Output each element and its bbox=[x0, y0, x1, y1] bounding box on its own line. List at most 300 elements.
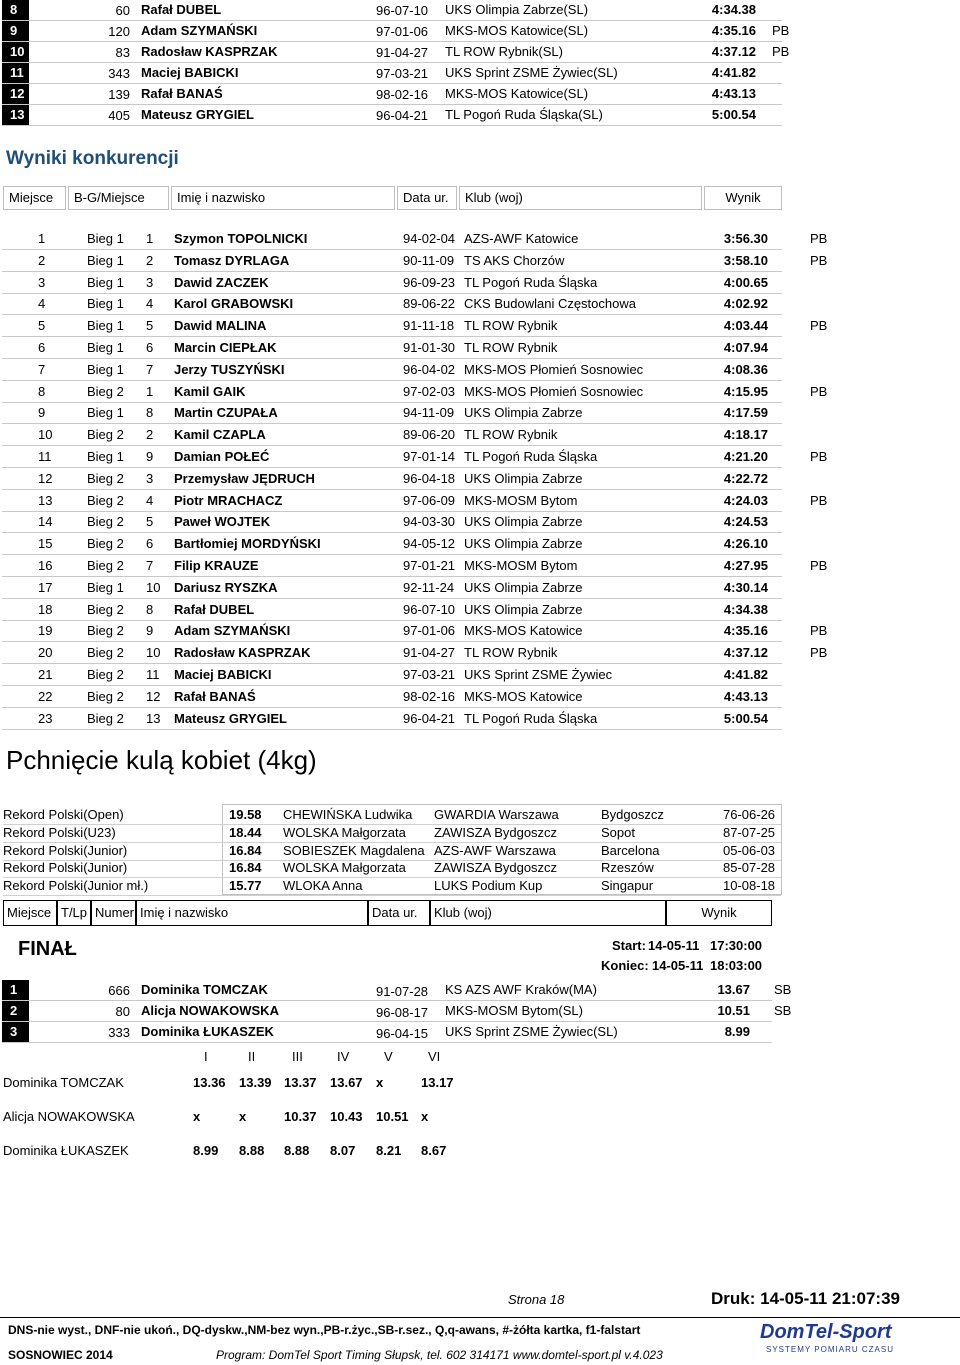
row-heat: Bieg 1 bbox=[87, 449, 124, 464]
row-athlete: Martin CZUPAŁA bbox=[174, 405, 278, 421]
row-club: AZS-AWF Katowice bbox=[464, 231, 579, 246]
row-dob: 97-03-21 bbox=[403, 667, 456, 682]
row-heat: Bieg 1 bbox=[87, 579, 124, 595]
row-note: PB bbox=[810, 383, 828, 399]
header-heat-place: B-G/Miejsce bbox=[68, 186, 169, 210]
row-result: 4:17.59 bbox=[723, 405, 768, 421]
row-dob: 94-11-09 bbox=[403, 405, 455, 421]
row-athlete: Radosław KASPRZAK bbox=[174, 645, 311, 661]
row-club: TL Pogoń Ruda Śląska(SL) bbox=[445, 107, 603, 122]
row-heat: Bieg 2 bbox=[87, 667, 124, 682]
row-dob: 96-07-10 bbox=[376, 3, 429, 18]
record-date: 10-08-18 bbox=[723, 878, 776, 894]
row-result: 4:30.14 bbox=[723, 579, 768, 595]
row-result: 4:37.12 bbox=[711, 44, 756, 59]
row-club: TL ROW Rybnik(SL) bbox=[445, 44, 563, 59]
record-row bbox=[3, 859, 781, 878]
row-club: CKS Budowlani Częstochowa bbox=[464, 296, 636, 312]
row-heat-place: 4 bbox=[146, 492, 154, 508]
row-place: 10 bbox=[2, 42, 29, 62]
row-result: 10.51 bbox=[717, 1003, 750, 1018]
record-club: ZAWISZA Bydgoszcz bbox=[434, 824, 558, 840]
row-place: 5 bbox=[38, 318, 46, 334]
attempt-header: V bbox=[384, 1049, 393, 1064]
row-place: 9 bbox=[38, 405, 46, 421]
row-heat-place: 11 bbox=[146, 667, 160, 682]
row-heat: Bieg 2 bbox=[87, 514, 124, 530]
row-club: TS AKS Chorzów bbox=[464, 252, 565, 268]
row-place: 2 bbox=[2, 1001, 29, 1021]
row-dob: 96-04-02 bbox=[403, 361, 456, 377]
row-number: 60 bbox=[115, 3, 130, 18]
table-row bbox=[2, 424, 782, 446]
record-place: Barcelona bbox=[601, 842, 660, 858]
row-dob: 97-02-03 bbox=[403, 383, 456, 399]
row-athlete: Piotr MRACHACZ bbox=[174, 492, 283, 508]
header2-dob: Data ur. bbox=[368, 900, 430, 926]
row-athlete: Filip KRAUZE bbox=[174, 558, 259, 573]
row-club: TL Pogoń Ruda Śląska bbox=[464, 274, 598, 290]
row-club: TL ROW Rybnik bbox=[464, 340, 558, 355]
row-heat-place: 3 bbox=[146, 470, 154, 486]
attempt-value: 13.37 bbox=[284, 1075, 317, 1090]
row-heat-place: 6 bbox=[146, 340, 154, 355]
table-row bbox=[2, 84, 782, 105]
row-note: PB bbox=[772, 44, 790, 59]
row-place: 17 bbox=[38, 579, 53, 595]
record-mark: 16.84 bbox=[229, 860, 262, 876]
row-result: 13.67 bbox=[717, 982, 750, 997]
row-number: 139 bbox=[108, 87, 130, 102]
table-row bbox=[2, 446, 828, 468]
table-row bbox=[2, 381, 828, 403]
row-dob: 91-01-30 bbox=[403, 340, 456, 355]
row-dob: 89-06-22 bbox=[403, 296, 456, 312]
table-row bbox=[2, 490, 828, 512]
row-athlete: Adam SZYMAŃSKI bbox=[174, 623, 291, 639]
row-result: 4:18.17 bbox=[723, 427, 768, 443]
row-number: 405 bbox=[108, 108, 130, 123]
row-place: 19 bbox=[38, 623, 53, 639]
row-club: UKS Olimpia Zabrze bbox=[464, 514, 583, 530]
row-place: 1 bbox=[38, 231, 46, 246]
row-place: 21 bbox=[38, 667, 53, 682]
table-row bbox=[2, 42, 790, 63]
table-row bbox=[2, 664, 782, 686]
attempt-value: 13.67 bbox=[330, 1075, 363, 1090]
attempt-athlete: Dominika TOMCZAK bbox=[3, 1075, 124, 1090]
attempt-value: 13.17 bbox=[421, 1075, 454, 1090]
table-row bbox=[2, 402, 782, 424]
row-place: 2 bbox=[38, 252, 46, 268]
record-date: 87-07-25 bbox=[723, 824, 776, 840]
row-dob: 97-01-06 bbox=[376, 24, 429, 39]
table-row bbox=[2, 1022, 772, 1043]
table-row bbox=[2, 228, 828, 250]
row-dob: 98-02-16 bbox=[403, 688, 456, 704]
table-row bbox=[2, 1001, 792, 1022]
row-place: 13 bbox=[38, 492, 53, 508]
record-club: ZAWISZA Bydgoszcz bbox=[434, 860, 558, 876]
row-club: UKS Sprint ZSME Żywiec bbox=[464, 667, 613, 682]
record-date: 76-06-26 bbox=[723, 807, 776, 822]
row-result: 4:35.16 bbox=[723, 623, 768, 639]
row-club: MKS-MOS Katowice bbox=[464, 688, 583, 704]
row-place: 8 bbox=[2, 0, 29, 20]
row-athlete: Tomasz DYRLAGA bbox=[174, 252, 290, 268]
end-date: 14-05-11 bbox=[652, 958, 704, 973]
row-result: 4:37.12 bbox=[723, 645, 768, 661]
row-result: 4:26.10 bbox=[723, 536, 768, 552]
table-row bbox=[2, 293, 782, 315]
row-result: 5:00.54 bbox=[723, 710, 768, 726]
record-mark: 18.44 bbox=[229, 824, 262, 840]
attempt-value: x bbox=[239, 1109, 247, 1124]
start-date: 14-05-11 bbox=[648, 938, 700, 953]
row-result: 4:21.20 bbox=[723, 449, 768, 464]
row-place: 14 bbox=[38, 514, 53, 530]
page-number: Strona 18 bbox=[508, 1292, 565, 1307]
row-note: SB bbox=[774, 982, 792, 997]
row-club: MKS-MOS Katowice bbox=[464, 623, 583, 639]
row-heat-place: 1 bbox=[146, 383, 154, 399]
row-dob: 96-04-21 bbox=[376, 108, 429, 123]
row-club: UKS Olimpia Zabrze bbox=[464, 601, 583, 617]
row-result: 4:41.82 bbox=[723, 667, 768, 682]
attempt-value: 8.21 bbox=[376, 1143, 402, 1158]
record-row bbox=[3, 842, 781, 861]
attempt-row bbox=[3, 1143, 483, 1161]
record-row bbox=[3, 824, 781, 843]
row-place: 1 bbox=[2, 980, 29, 1000]
row-dob: 97-01-06 bbox=[403, 623, 456, 639]
row-result: 4:41.82 bbox=[711, 65, 756, 80]
header-name: Imię i nazwisko bbox=[171, 186, 395, 210]
row-number: 343 bbox=[108, 66, 130, 81]
row-heat-place: 2 bbox=[146, 252, 154, 268]
record-category: Rekord Polski(Junior) bbox=[3, 842, 128, 858]
row-result: 4:00.65 bbox=[723, 274, 768, 290]
row-athlete: Rafał DUBEL bbox=[174, 601, 255, 617]
record-holder: WLOKA Anna bbox=[283, 878, 363, 894]
attempt-value: 8.88 bbox=[284, 1143, 310, 1158]
legend: DNS-nie wyst., DNF-nie ukoń., DQ-dyskw.,NM-bez wyn.,PB-r.życ.,SB-r.sez., Q,q-awans, #-żółta kartka, f1-falstart bbox=[8, 1323, 641, 1337]
record-mark: 19.58 bbox=[229, 807, 262, 822]
row-dob: 91-04-27 bbox=[403, 645, 456, 661]
row-heat-place: 7 bbox=[146, 361, 154, 377]
row-note: PB bbox=[772, 23, 790, 38]
end-time: 18:03:00 bbox=[710, 958, 763, 973]
row-place: 13 bbox=[2, 105, 29, 125]
table-row bbox=[2, 0, 782, 21]
table-row bbox=[2, 359, 782, 381]
row-dob: 94-03-30 bbox=[403, 514, 456, 530]
table-row bbox=[2, 250, 828, 272]
row-heat-place: 4 bbox=[146, 296, 154, 312]
row-club: UKS Olimpia Zabrze bbox=[464, 470, 583, 486]
row-place: 23 bbox=[38, 710, 53, 726]
record-row bbox=[3, 806, 781, 825]
row-number: 333 bbox=[108, 1025, 130, 1040]
row-dob: 92-11-24 bbox=[403, 579, 455, 595]
row-heat-place: 8 bbox=[146, 601, 154, 617]
row-heat-place: 10 bbox=[146, 645, 161, 661]
row-heat: Bieg 1 bbox=[87, 340, 124, 355]
row-result: 4:43.13 bbox=[723, 688, 768, 704]
table-row bbox=[2, 337, 782, 359]
table-row bbox=[2, 272, 782, 294]
row-place: 22 bbox=[38, 688, 53, 704]
end-label: Koniec: bbox=[601, 958, 649, 973]
table-row bbox=[2, 105, 782, 126]
row-athlete: Dawid ZACZEK bbox=[174, 274, 269, 290]
row-heat: Bieg 2 bbox=[87, 645, 124, 661]
row-athlete: Paweł WOJTEK bbox=[174, 514, 271, 530]
row-result: 4:03.44 bbox=[723, 318, 768, 334]
row-heat: Bieg 2 bbox=[87, 623, 124, 639]
header-club: Klub (woj) bbox=[459, 186, 702, 210]
row-club: KS AZS AWF Kraków(MA) bbox=[445, 982, 597, 997]
row-club: UKS Olimpia Zabrze(SL) bbox=[445, 2, 589, 17]
attempt-athlete: Alicja NOWAKOWSKA bbox=[3, 1109, 135, 1124]
row-dob: 97-03-21 bbox=[376, 66, 429, 81]
header-result: Wynik bbox=[704, 186, 782, 210]
row-note: PB bbox=[810, 449, 828, 464]
row-club: MKS-MOSM Bytom bbox=[464, 558, 578, 573]
row-athlete: Rafał BANAŚ bbox=[174, 688, 256, 704]
row-dob: 89-06-20 bbox=[403, 427, 456, 443]
row-result: 4:15.95 bbox=[723, 383, 768, 399]
row-dob: 96-04-18 bbox=[403, 470, 456, 486]
row-place: 12 bbox=[38, 470, 53, 486]
attempt-value: 13.36 bbox=[193, 1075, 226, 1090]
row-club: UKS Olimpia Zabrze bbox=[464, 579, 583, 595]
row-heat-place: 8 bbox=[146, 405, 154, 421]
attempt-value: 8.99 bbox=[193, 1143, 219, 1158]
row-place: 11 bbox=[38, 449, 52, 464]
row-athlete: Dominika TOMCZAK bbox=[141, 982, 268, 997]
header2-place: Miejsce bbox=[3, 900, 57, 926]
record-category: Rekord Polski(Open) bbox=[3, 807, 124, 822]
program-info: Program: DomTel Sport Timing Słupsk, tel. 602 314171 www.domtel-sport.pl v.4.023 bbox=[216, 1348, 663, 1362]
attempt-value: 8.67 bbox=[421, 1143, 447, 1158]
record-place: Singapur bbox=[601, 878, 654, 894]
row-heat: Bieg 1 bbox=[87, 361, 124, 377]
header2-name: Imię i nazwisko bbox=[136, 900, 368, 926]
table-row bbox=[2, 511, 782, 533]
row-club: MKS-MOS Katowice(SL) bbox=[445, 86, 589, 101]
row-result: 5:00.54 bbox=[711, 107, 756, 122]
table-row bbox=[2, 686, 782, 708]
record-category: Rekord Polski(Junior) bbox=[3, 860, 128, 876]
record-mark: 16.84 bbox=[229, 842, 262, 858]
row-club: TL Pogoń Ruda Śląska bbox=[464, 710, 598, 726]
row-dob: 91-07-28 bbox=[376, 984, 429, 999]
row-athlete: Przemysław JĘDRUCH bbox=[174, 470, 315, 486]
record-club: LUKS Podium Kup bbox=[434, 878, 543, 894]
row-place: 6 bbox=[38, 340, 46, 355]
row-club: MKS-MOSM Bytom bbox=[464, 492, 578, 508]
row-heat: Bieg 1 bbox=[87, 231, 124, 246]
row-note: PB bbox=[810, 252, 828, 268]
row-athlete: Mateusz GRYGIEL bbox=[141, 107, 254, 122]
row-place: 10 bbox=[38, 427, 53, 443]
domtel-logo bbox=[758, 1321, 958, 1363]
row-place: 3 bbox=[38, 274, 46, 290]
row-note: PB bbox=[810, 623, 828, 639]
record-place: Rzeszów bbox=[601, 860, 654, 876]
row-dob: 94-05-12 bbox=[403, 536, 456, 552]
record-holder: CHEWIŃSKA Ludwika bbox=[283, 807, 413, 822]
row-dob: 96-04-15 bbox=[376, 1026, 429, 1041]
attempt-row bbox=[3, 1075, 483, 1093]
row-heat-place: 13 bbox=[146, 710, 161, 726]
row-athlete: Radosław KASPRZAK bbox=[141, 44, 278, 59]
row-athlete: Adam SZYMAŃSKI bbox=[141, 23, 258, 38]
attempt-value: 10.43 bbox=[330, 1109, 363, 1124]
table-row bbox=[2, 708, 782, 730]
row-dob: 98-02-16 bbox=[376, 87, 429, 102]
row-athlete: Rafał BANAŚ bbox=[141, 86, 223, 101]
row-place: 20 bbox=[38, 645, 53, 661]
attempt-header: VI bbox=[428, 1049, 441, 1064]
row-place: 9 bbox=[2, 21, 29, 41]
row-club: MKS-MOSM Bytom(SL) bbox=[445, 1003, 583, 1018]
row-athlete: Kamil CZAPLA bbox=[174, 427, 266, 443]
logo-text: DomTel-Sport bbox=[760, 1321, 892, 1343]
attempt-row bbox=[3, 1109, 483, 1127]
row-athlete: Dominika ŁUKASZEK bbox=[141, 1024, 274, 1039]
row-heat-place: 2 bbox=[146, 427, 154, 443]
attempt-value: x bbox=[421, 1109, 429, 1124]
row-result: 4:22.72 bbox=[723, 470, 768, 486]
row-result: 4:35.16 bbox=[711, 23, 756, 38]
section-title: Wyniki konkurencji bbox=[6, 148, 179, 169]
row-heat-place: 1 bbox=[146, 231, 154, 246]
row-club: TL ROW Rybnik bbox=[464, 645, 558, 661]
event-title: Pchnięcie kulą kobiet (4kg) bbox=[6, 745, 317, 775]
row-place: 18 bbox=[38, 601, 53, 617]
row-note: PB bbox=[810, 558, 828, 573]
row-place: 7 bbox=[38, 361, 46, 377]
row-heat: Bieg 1 bbox=[87, 274, 124, 290]
row-result: 8.99 bbox=[724, 1024, 750, 1039]
row-heat-place: 5 bbox=[146, 318, 154, 334]
row-club: UKS Sprint ZSME Żywiec(SL) bbox=[445, 1024, 618, 1039]
print-timestamp: Druk: 14-05-11 21:07:39 bbox=[711, 1289, 901, 1308]
row-heat: Bieg 2 bbox=[87, 536, 124, 552]
header2-club: Klub (woj) bbox=[430, 900, 666, 926]
row-heat-place: 3 bbox=[146, 274, 154, 290]
row-athlete: Maciej BABICKI bbox=[141, 65, 239, 80]
row-result: 4:43.13 bbox=[711, 86, 756, 101]
record-place: Bydgoszcz bbox=[601, 807, 664, 822]
row-place: 8 bbox=[38, 383, 46, 399]
row-dob: 97-01-21 bbox=[403, 558, 456, 573]
row-result: 4:07.94 bbox=[723, 340, 768, 355]
row-note: PB bbox=[810, 492, 828, 508]
row-result: 4:02.92 bbox=[723, 296, 768, 312]
row-result: 4:24.53 bbox=[723, 514, 768, 530]
logo-subtitle: SYSTEMY POMIARU CZASU bbox=[766, 1345, 894, 1354]
attempt-value: 10.51 bbox=[376, 1109, 409, 1124]
attempt-value: 8.07 bbox=[330, 1143, 356, 1158]
row-heat: Bieg 2 bbox=[87, 492, 124, 508]
row-heat: Bieg 2 bbox=[87, 470, 124, 486]
row-note: SB bbox=[774, 1003, 792, 1018]
row-heat-place: 7 bbox=[146, 558, 154, 573]
table-row bbox=[2, 21, 790, 42]
attempt-header: II bbox=[248, 1049, 256, 1064]
row-athlete: Karol GRABOWSKI bbox=[174, 296, 294, 312]
row-athlete: Kamil GAIK bbox=[174, 383, 246, 399]
row-number: 80 bbox=[115, 1004, 130, 1019]
attempt-value: x bbox=[193, 1109, 201, 1124]
record-holder: WOLSKA Małgorzata bbox=[283, 860, 406, 876]
attempt-header: III bbox=[292, 1049, 303, 1064]
row-athlete: Szymon TOPOLNICKI bbox=[174, 231, 308, 246]
record-category: Rekord Polski(U23) bbox=[3, 824, 116, 840]
row-heat: Bieg 2 bbox=[87, 601, 124, 617]
attempt-value: 10.37 bbox=[284, 1109, 317, 1124]
table-row bbox=[2, 620, 828, 642]
row-club: UKS Olimpia Zabrze bbox=[464, 536, 583, 552]
row-athlete: Maciej BABICKI bbox=[174, 667, 272, 682]
row-place: 15 bbox=[38, 536, 53, 552]
row-place: 12 bbox=[2, 84, 29, 104]
start-label: Start: bbox=[612, 938, 646, 953]
row-club: UKS Olimpia Zabrze bbox=[464, 405, 583, 421]
attempt-value: 13.39 bbox=[239, 1075, 272, 1090]
row-number: 83 bbox=[115, 45, 130, 60]
row-athlete: Damian POŁEĆ bbox=[174, 449, 270, 464]
attempt-value: x bbox=[376, 1075, 384, 1090]
row-club: TL Pogoń Ruda Śląska bbox=[464, 449, 598, 464]
row-dob: 96-09-23 bbox=[403, 274, 456, 290]
row-heat: Bieg 2 bbox=[87, 688, 124, 704]
attempt-header: I bbox=[204, 1049, 208, 1064]
record-club: AZS-AWF Warszawa bbox=[434, 842, 556, 858]
row-heat-place: 6 bbox=[146, 536, 154, 552]
table-row bbox=[2, 468, 782, 490]
row-club: MKS-MOS Płomień Sosnowiec bbox=[464, 361, 644, 377]
row-club: MKS-MOS Płomień Sosnowiec bbox=[464, 383, 644, 399]
attempt-header: IV bbox=[337, 1049, 350, 1064]
row-heat-place: 10 bbox=[146, 579, 161, 595]
header2-tlp: T/Lp bbox=[57, 900, 91, 926]
row-dob: 91-11-18 bbox=[403, 318, 455, 334]
row-place: 3 bbox=[2, 1022, 29, 1042]
row-result: 4:27.95 bbox=[723, 558, 768, 573]
row-dob: 94-02-04 bbox=[403, 231, 456, 246]
city-year: SOSNOWIEC 2014 bbox=[8, 1348, 113, 1362]
table-row bbox=[2, 599, 782, 621]
row-note: PB bbox=[810, 318, 828, 334]
row-note: PB bbox=[810, 645, 828, 661]
row-result: 3:58.10 bbox=[723, 252, 768, 268]
row-athlete: Alicja NOWAKOWSKA bbox=[141, 1003, 279, 1018]
row-note: PB bbox=[810, 231, 828, 246]
row-dob: 96-08-17 bbox=[376, 1005, 429, 1020]
row-result: 4:34.38 bbox=[711, 2, 756, 17]
attempt-value: 8.88 bbox=[239, 1143, 265, 1158]
table-row bbox=[2, 533, 782, 555]
row-club: TL ROW Rybnik bbox=[464, 318, 558, 334]
row-heat: Bieg 1 bbox=[87, 296, 124, 312]
row-heat: Bieg 2 bbox=[87, 710, 124, 726]
table-row bbox=[2, 315, 828, 337]
record-mark: 15.77 bbox=[229, 878, 262, 894]
